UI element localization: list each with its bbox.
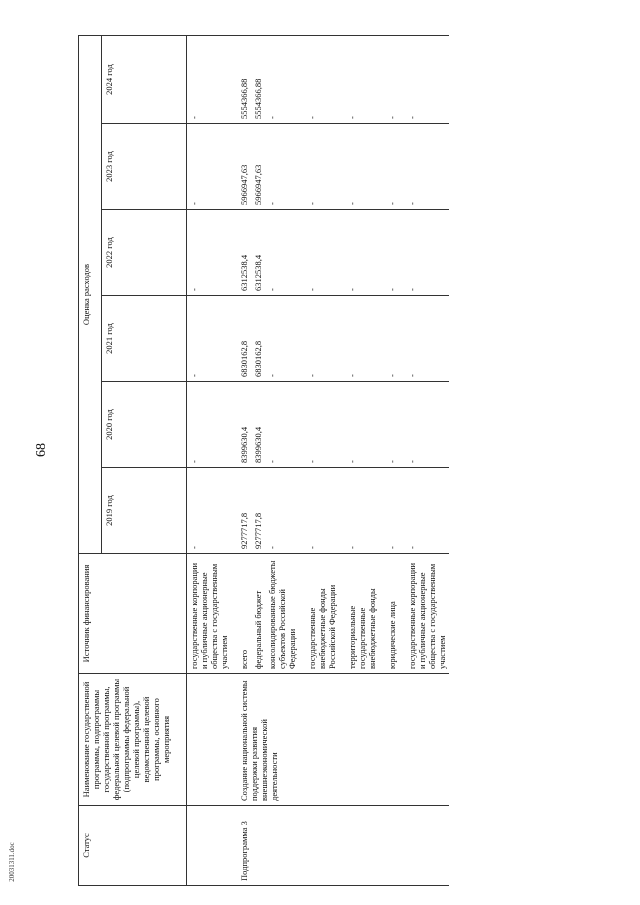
cell-value: - [379, 36, 399, 124]
page-number: 68 [34, 443, 49, 457]
cell-value: 9277717,8 [251, 468, 265, 554]
cell-value: - [339, 296, 379, 382]
expense-table [78, 35, 449, 886]
cell-value: - [187, 382, 232, 468]
table-body [187, 36, 450, 886]
cell-value: 5966947,63 [231, 124, 251, 210]
cell-source: консолидированные бюджеты субъектов Российской Федерации [265, 554, 299, 674]
cell-value: 6312538,4 [251, 210, 265, 296]
cell-status: Подпрограмма 3 [231, 806, 449, 886]
header-name: Наименование государственной программы, подпрограммы государственной программы, федеральной целевой программы (подпрограммы федеральной целевой программы), ведомственной целевой программы, основного мероприятия [79, 674, 187, 806]
cell-value: - [187, 468, 232, 554]
cell-name: Создание национальной системы поддержки развития внешнеэкономической деятельности [231, 674, 449, 806]
rotated-table-container [78, 36, 593, 886]
cell-value: - [399, 468, 449, 554]
header-year: 2023 год [102, 124, 187, 210]
cell-value: - [265, 296, 299, 382]
cell-value: - [399, 36, 449, 124]
cell-value: - [379, 296, 399, 382]
cell-value: - [339, 36, 379, 124]
cell-source: территориальные государственные внебюджетные фонды [339, 554, 379, 674]
header-status: Статус [79, 806, 187, 886]
cell-value: 8399630,4 [251, 382, 265, 468]
header-year: 2020 год [102, 382, 187, 468]
cell-value: 6830162,8 [231, 296, 251, 382]
cell-value: 8399630,4 [231, 382, 251, 468]
header-source: Источник финансирования [79, 554, 187, 674]
cell-value: - [379, 210, 399, 296]
cell-value: - [299, 296, 339, 382]
cell-value: - [299, 210, 339, 296]
cell-value: - [379, 468, 399, 554]
header-year: 2019 год [102, 468, 187, 554]
cell-source: юридические лица [379, 554, 399, 674]
cell-value: - [265, 210, 299, 296]
cell-value: - [339, 124, 379, 210]
cell-source: всего [231, 554, 251, 674]
cell-value: - [265, 382, 299, 468]
header-year: 2024 год [102, 36, 187, 124]
cell-value: - [339, 210, 379, 296]
cell-value: - [339, 468, 379, 554]
cell-value: - [399, 296, 449, 382]
cell-value: - [265, 124, 299, 210]
table-row [187, 36, 232, 886]
cell-value: - [299, 124, 339, 210]
cell-source: федеральный бюджет [251, 554, 265, 674]
table-header [79, 36, 187, 886]
cell-source: государственные корпорации и публичные акционерные общества с государственным участием [187, 554, 232, 674]
cell-value: - [299, 36, 339, 124]
cell-value: 9277717,8 [231, 468, 251, 554]
cell-value: - [265, 468, 299, 554]
cell-value: - [399, 382, 449, 468]
cell-value: 5554366,88 [231, 36, 251, 124]
cell-value: - [379, 124, 399, 210]
cell-value: 6830162,8 [251, 296, 265, 382]
cell-value: - [339, 382, 379, 468]
cell-value: 5966947,63 [251, 124, 265, 210]
cell-value: 6312538,4 [231, 210, 251, 296]
cell-value: - [187, 296, 232, 382]
header-year: 2022 год [102, 210, 187, 296]
cell-value: - [299, 382, 339, 468]
cell-status [187, 806, 232, 886]
cell-value: - [399, 210, 449, 296]
cell-value: 5554366,88 [251, 36, 265, 124]
cell-value: - [399, 124, 449, 210]
cell-value: - [379, 382, 399, 468]
cell-value: - [299, 468, 339, 554]
cell-value: - [265, 36, 299, 124]
cell-source: государственные внебюджетные фонды Российской Федерации [299, 554, 339, 674]
cell-value: - [187, 210, 232, 296]
table-row [231, 36, 251, 886]
header-expense-estimate: Оценка расходов [79, 36, 102, 554]
cell-source: государственные корпорации и публичные акционерные общества с государственным участием [399, 554, 449, 674]
cell-value: - [187, 36, 232, 124]
cell-value: - [187, 124, 232, 210]
cell-name [187, 674, 232, 806]
header-year: 2021 год [102, 296, 187, 382]
file-stamp: 20031311.doc [8, 842, 16, 882]
